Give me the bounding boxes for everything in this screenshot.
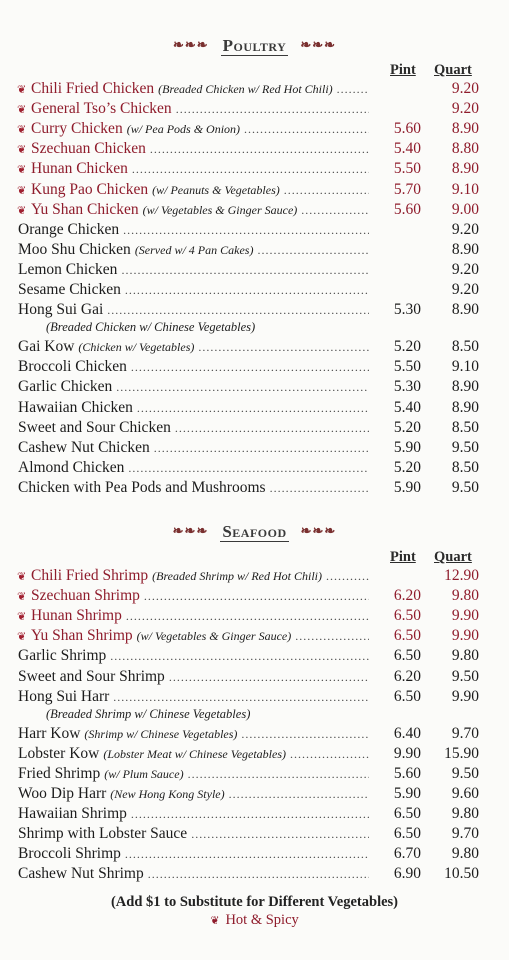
pint-price: 6.50 [393,687,421,705]
spicy-legend [0,912,509,929]
menu-item-name: Yu Shan Shrimp [31,627,133,645]
menu-item [17,338,479,358]
quart-price: 9.10 [451,180,479,198]
dot-leader [191,827,369,842]
menu-item [17,399,479,419]
quart-price: 8.90 [451,301,479,319]
dot-leader [241,727,369,742]
quart-price: 8.90 [451,160,479,178]
menu-item-name: Sweet and Sour Shrimp [18,667,165,685]
seafood-title: Seafood [222,522,287,541]
pepper-icon: ❦ [17,631,27,644]
menu-item-name: Fried Shrimp [18,764,101,782]
menu-item-name: Hong Sui Gai [18,301,104,319]
quart-price: 9.50 [451,764,479,782]
quart-price: 9.70 [451,724,479,742]
menu-item-description: (Lobster Meat w/ Chinese Vegetables) [103,746,287,761]
quart-price: 8.80 [451,140,479,158]
menu-item-name: Sweet and Sour Chicken [18,418,171,436]
pint-price: 6.40 [393,724,421,742]
ornament-icon: ❧❧❧ [300,37,337,52]
dot-leader [131,807,369,822]
quart-price: 12.90 [444,567,479,584]
pint-price: 5.90 [393,478,421,496]
pepper-icon: ❦ [17,84,27,96]
menu-item [17,785,479,805]
menu-item [17,725,479,745]
dot-leader [125,847,369,862]
quart-price: 8.90 [451,240,479,258]
menu-item [17,607,479,627]
dot-leader [107,303,369,318]
dot-leader [244,122,369,137]
menu-item-description: (w/ Plum Sauce) [104,766,184,781]
menu-item [17,120,479,140]
menu-item-name: Orange Chicken [18,220,120,238]
pint-price: 5.90 [393,438,421,456]
menu-item [17,160,479,180]
pint-price: 5.20 [393,338,421,356]
spicy-legend-label: Hot & Spicy [225,912,299,928]
pint-price: 5.60 [393,764,421,782]
dot-leader [290,747,369,762]
quart-price: 8.90 [451,398,479,416]
substitution-note: (Add $1 to Substitute for Different Vegetables) [110,894,399,910]
quart-price: 9.50 [451,667,479,685]
dot-leader [176,102,369,117]
menu-item-name: Szechuan Shrimp [31,587,140,605]
menu-item-name: Hunan Chicken [31,160,128,178]
dot-leader [116,380,369,395]
menu-item [17,221,479,241]
quart-price: 9.00 [451,200,479,218]
dot-leader [169,670,369,685]
menu-item-name: Shrimp with Lobster Sauce [18,825,188,843]
pepper-icon: ❦ [17,184,27,197]
poultry-section-title [0,36,509,56]
dot-leader [126,609,369,624]
quart-price: 9.20 [451,281,479,298]
quart-price: 9.80 [451,587,479,605]
menu-item-note: (Breaded Chicken w/ Chinese Vegetables) [46,320,256,335]
dot-leader [128,461,369,476]
menu-item-name: Cashew Nut Chicken [18,438,150,456]
menu-item-description: (Shrimp w/ Chinese Vegetables) [84,726,238,741]
menu-item-name: Curry Chicken [31,120,123,138]
menu-item [17,567,479,587]
menu-item-name: Szechuan Chicken [31,140,146,158]
menu-item [17,358,479,378]
quart-price: 9.50 [451,478,479,496]
dot-leader [175,421,369,436]
quart-price: 9.20 [451,260,479,278]
ornament-icon: ❧❧❧ [172,523,209,538]
pint-price: 5.60 [393,200,421,218]
dot-leader [110,649,369,664]
menu-item [17,181,479,201]
menu-item-description: (w/ Vegetables & Ginger Sauce) [136,629,292,644]
menu-item-name: Moo Shu Chicken [18,240,131,258]
menu-item-description: (New Hong Kong Style) [110,787,225,801]
menu-item-name: Chili Fried Chicken [31,80,155,97]
pint-price: 5.40 [393,398,421,416]
menu-item-name: Broccoli Chicken [18,358,127,376]
pepper-icon: ❦ [17,104,27,117]
menu-item-name: Hong Sui Harr [18,687,110,705]
menu-item [17,688,479,708]
pint-price: 6.50 [393,825,421,843]
pepper-icon: ❦ [17,144,27,157]
menu-item [17,745,479,765]
menu-item [17,825,479,845]
menu-item [17,261,479,281]
ornament-icon: ❧❧❧ [300,523,337,538]
menu-item-name: Harr Kow [18,724,81,742]
pepper-icon: ❦ [17,591,27,604]
pint-price: 5.20 [393,418,421,436]
menu-item-name: Chicken with Pea Pods and Mushrooms [18,478,266,496]
menu-item-name: Yu Shan Chicken [31,200,139,218]
menu-item-name: Gai Kow [18,338,75,356]
dot-leader [123,223,369,238]
dot-leader [301,203,369,218]
pint-price: 5.50 [393,358,421,376]
pint-price: 5.20 [393,458,421,476]
pint-price: 5.70 [393,180,421,198]
menu-item [17,805,479,825]
menu-item-note: (Breaded Shrimp w/ Chinese Vegetables) [46,706,251,721]
quart-price: 8.50 [451,418,479,436]
quart-price: 9.20 [451,80,479,97]
menu-item [17,301,479,321]
pint-price: 5.40 [393,140,421,158]
menu-item [17,241,479,261]
pepper-icon: ❦ [17,204,27,217]
pint-price: 6.90 [393,865,421,883]
menu-item-name: Hunan Shrimp [31,607,122,625]
menu-item-name: Hawaiian Chicken [18,398,133,416]
dot-leader [132,162,369,177]
menu-item-name: Kung Pao Chicken [31,180,149,198]
pint-price: 5.90 [393,785,421,802]
dot-leader [154,441,369,456]
quart-price: 8.50 [451,458,479,476]
pepper-icon: ❦ [210,915,220,927]
menu-item [17,439,479,459]
menu-item [17,419,479,439]
menu-item [17,201,479,221]
menu-item-name: Cashew Nut Shrimp [18,865,144,883]
menu-item [17,865,479,885]
menu-item-name: Garlic Shrimp [18,647,107,665]
menu-item [17,140,479,160]
poultry-pint-header: Pint [390,62,416,78]
pepper-icon: ❦ [17,124,27,137]
quart-price: 9.80 [451,845,479,863]
seafood-quart-header: Quart [434,549,472,565]
quart-price: 9.90 [451,627,479,645]
pint-price: 6.50 [393,607,421,625]
pint-price: 6.20 [393,667,421,685]
quart-price: 15.90 [444,744,479,762]
pint-price: 6.20 [393,587,421,605]
dot-leader [326,569,369,584]
dot-leader [150,142,369,157]
pint-price: 5.50 [393,160,421,178]
dot-leader [121,263,369,278]
quart-price: 8.90 [451,120,479,138]
quart-price: 9.20 [451,100,479,118]
quart-price: 9.10 [451,358,479,376]
dot-leader [284,183,369,198]
dot-leader [270,481,369,496]
dot-leader [337,82,369,97]
pepper-icon: ❦ [17,611,27,624]
quart-price: 10.50 [444,865,479,883]
quart-price: 9.70 [451,825,479,843]
menu-item-description: (Breaded Shrimp w/ Red Hot Chili) [152,569,322,583]
poultry-title: Poultry [222,36,287,55]
menu-item [17,627,479,647]
seafood-section-title [0,522,509,542]
dot-leader [113,690,369,705]
quart-price: 9.50 [451,438,479,456]
dot-leader [137,401,369,416]
menu-item [17,647,479,667]
pint-price: 5.60 [393,120,421,138]
menu-item-name: Lobster Kow [18,744,100,762]
dot-leader [125,283,369,298]
menu-item-description: (w/ Peanuts & Vegetables) [152,182,280,197]
dot-leader [144,589,369,604]
menu-item-name: General Tso’s Chicken [31,100,172,118]
quart-price: 9.90 [451,607,479,625]
quart-price: 8.50 [451,338,479,356]
menu-item-name: Hawaiian Shrimp [18,805,127,823]
dot-leader [198,340,369,355]
pint-price: 9.90 [393,744,421,762]
dot-leader [148,867,369,882]
menu-item-description: (Chicken w/ Vegetables) [78,340,195,355]
quart-price: 9.20 [451,220,479,238]
quart-price: 9.80 [451,647,479,665]
menu-item-name: Garlic Chicken [18,378,113,396]
pint-price: 5.30 [393,301,421,319]
quart-price: 8.90 [451,378,479,396]
menu-item-description: (Breaded Chicken w/ Red Hot Chili) [158,82,333,96]
ornament-icon: ❧❧❧ [172,37,209,52]
menu-item-name: Woo Dip Harr [18,785,107,802]
menu-item [17,281,479,301]
poultry-quart-header: Quart [434,62,472,78]
dot-leader [295,629,369,644]
seafood-pint-header: Pint [390,549,416,565]
menu-item [17,479,479,499]
pint-price: 6.50 [393,627,421,645]
menu-item [17,459,479,479]
quart-price: 9.60 [451,785,479,802]
pepper-icon: ❦ [17,571,27,583]
menu-item [17,80,479,100]
dot-leader [229,787,369,802]
dot-leader [257,243,369,258]
menu-item [17,668,479,688]
quart-price: 9.90 [451,687,479,705]
menu-item [17,100,479,120]
menu-item-description: (w/ Vegetables & Ginger Sauce) [142,202,298,217]
menu-item-name: Lemon Chicken [18,260,118,278]
pint-price: 6.50 [393,647,421,665]
quart-price: 9.80 [451,805,479,823]
menu-item [17,587,479,607]
menu-item-name: Sesame Chicken [18,281,121,298]
pint-price: 6.70 [393,845,421,863]
pint-price: 6.50 [393,805,421,823]
menu-item-description: (w/ Pea Pods & Onion) [126,122,241,137]
menu-item [17,765,479,785]
pint-price: 5.30 [393,378,421,396]
menu-item [17,845,479,865]
menu-item-description: (Served w/ 4 Pan Cakes) [134,242,254,257]
pepper-icon: ❦ [17,164,27,177]
dot-leader [188,767,369,782]
menu-item-name: Almond Chicken [18,458,125,476]
menu-item-name: Chili Fried Shrimp [31,567,149,584]
menu-item-name: Broccoli Shrimp [18,845,121,863]
dot-leader [131,360,369,375]
menu-item [17,378,479,398]
